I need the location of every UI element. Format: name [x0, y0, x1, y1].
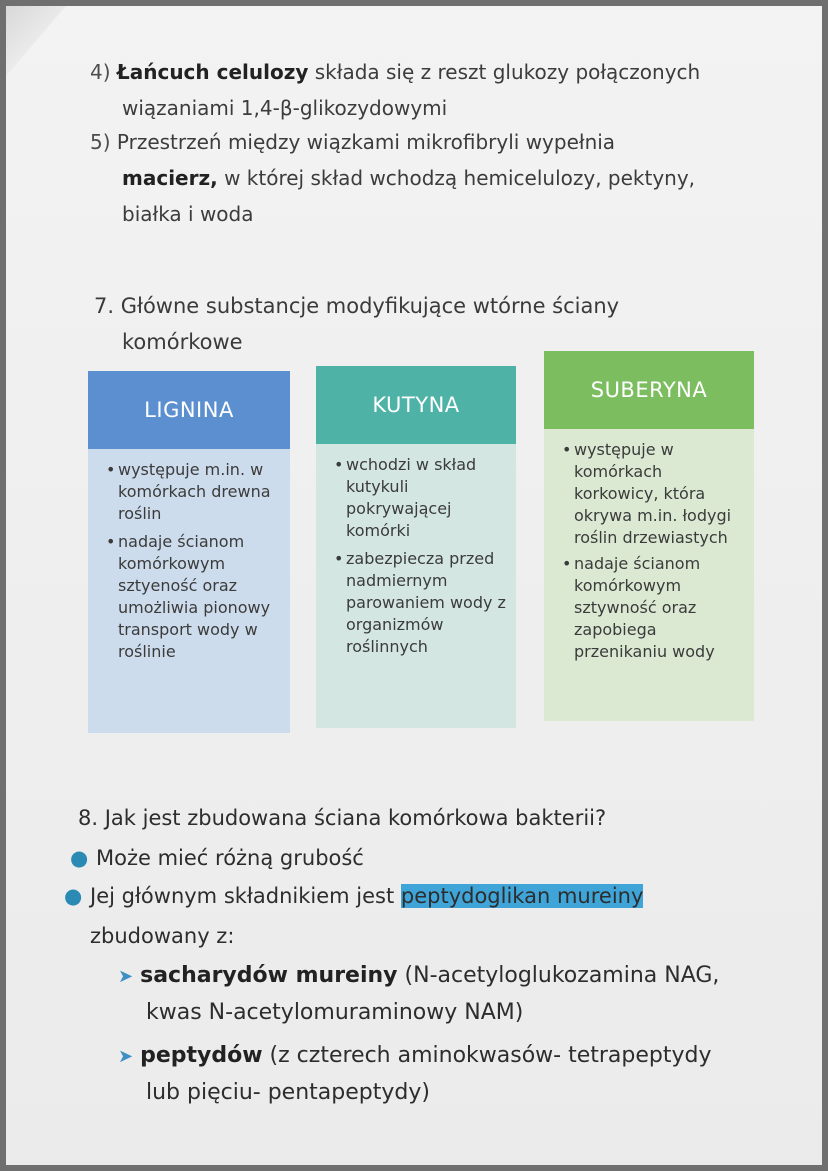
section-7-title-line1: 7. Główne substancje modyfikujące wtórne ściany	[94, 294, 620, 318]
item-4-line2: wiązaniami 1,4-β-glikozydowymi	[122, 96, 448, 120]
sub-item-1-text: (N-acetyloglukozamina NAG,	[397, 963, 720, 988]
column-lignina-header	[88, 371, 290, 449]
bullet-2-text: Jej głównym składnikiem jest	[90, 884, 401, 908]
item-5-line2: w której skład wchodzą hemicelulozy, pektyny,	[217, 166, 696, 190]
column-suberyna-title: SUBERYNA	[590, 378, 708, 402]
section-8-question: 8. Jak jest zbudowana ściana komórkowa bakterii?	[78, 806, 607, 830]
page-corner-fold	[6, 6, 66, 76]
column-suberyna	[544, 351, 754, 721]
list-item: • wchodzi w skład kutykuli pokrywającej komórki	[334, 454, 506, 542]
list-item: • nadaje ścianom komórkowym sztywność oraz zapobiega przenikaniu wody	[562, 553, 744, 663]
column-lignina-title: LIGNINA	[144, 398, 234, 422]
arrow-right-icon: ➤	[118, 966, 134, 987]
item-4-bold: Łańcuch celulozy	[116, 60, 309, 84]
bullet-2-continuation: zbudowany z:	[90, 924, 235, 948]
column-suberyna-header	[544, 351, 754, 429]
sub-item-peptides	[118, 1038, 712, 1111]
column-lignina	[88, 371, 290, 733]
section-7-heading	[94, 288, 619, 360]
document-page	[6, 6, 822, 1165]
bullet-dot-icon: ●	[64, 884, 83, 908]
column-kutyna-title: KUTYNA	[372, 393, 460, 417]
column-kutyna-header	[316, 366, 516, 444]
item-5-line1: Przestrzeń między wiązkami mikrofibryli wypełnia	[116, 130, 616, 154]
sub-item-saccharides	[118, 958, 719, 1031]
column-kutyna	[316, 366, 516, 728]
list-item: • występuje m.in. w komórkach drewna roślin	[106, 459, 280, 525]
bullet-1-text: Może mieć różną grubość	[96, 846, 364, 870]
bullet-2	[64, 880, 643, 912]
highlighted-term: peptydoglikan mureiny	[400, 884, 644, 908]
column-suberyna-body	[544, 429, 754, 721]
column-kutyna-body	[316, 444, 516, 728]
item-4	[90, 54, 700, 126]
bullet-1	[70, 842, 364, 874]
column-lignina-body	[88, 449, 290, 733]
item-5-line3: białka i woda	[122, 202, 254, 226]
item-4-text: składa się z reszt glukozy połączonych	[308, 60, 701, 84]
item-5	[90, 124, 695, 232]
list-item: • występuje w komórkach korkowicy, która okrywa m.in. łodygi roślin drzewiastych	[562, 439, 744, 549]
item-4-number: 4)	[90, 60, 111, 84]
item-5-bold: macierz,	[122, 166, 218, 190]
sub-item-1-line2: kwas N-acetylomuraminowy NAM)	[146, 1000, 524, 1025]
arrow-right-icon: ➤	[118, 1046, 134, 1067]
list-item: • nadaje ścianom komórkowym sztyeność oraz umożliwia pionowy transport wody w roślinie	[106, 531, 280, 663]
list-item: • zabezpiecza przed nadmiernym parowaniem wody z organizmów roślinnych	[334, 548, 506, 658]
bullet-dot-icon: ●	[70, 846, 89, 870]
section-7-title-line2: komórkowe	[122, 330, 243, 354]
sub-item-1-bold: sacharydów mureiny	[140, 963, 398, 988]
sub-item-2-line2: lub pięciu- pentapeptydy)	[146, 1080, 430, 1105]
sub-item-2-bold: peptydów	[140, 1043, 263, 1068]
sub-item-2-text: (z czterech aminokwasów- tetrapeptydy	[262, 1043, 712, 1068]
item-5-number: 5)	[90, 130, 111, 154]
